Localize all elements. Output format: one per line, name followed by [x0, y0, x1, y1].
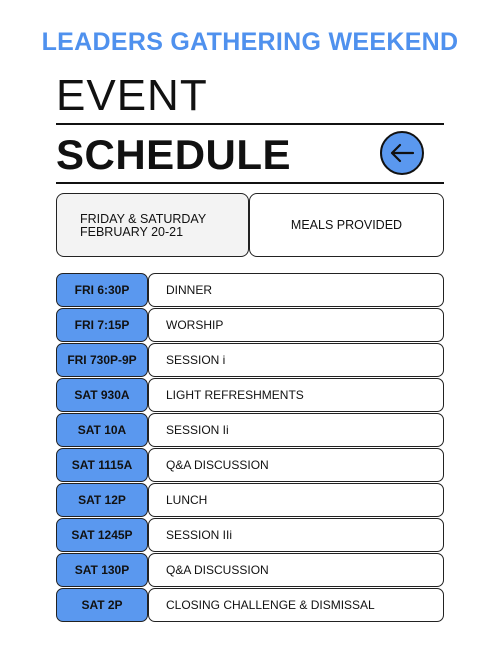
schedule-row	[56, 378, 444, 413]
schedule-event: SESSION IIi	[148, 518, 444, 552]
dates-line-1: FRIDAY & SATURDAY	[80, 212, 207, 226]
schedule-row	[56, 518, 444, 553]
schedule-event: LIGHT REFRESHMENTS	[148, 378, 444, 412]
arrow-left-icon	[388, 141, 416, 165]
schedule-time: FRI 730P-9P	[56, 343, 148, 377]
schedule-event: SESSION i	[148, 343, 444, 377]
schedule-time: SAT 930A	[56, 378, 148, 412]
divider-bottom	[56, 182, 444, 184]
schedule-row	[56, 483, 444, 518]
schedule-event: Q&A DISCUSSION	[148, 448, 444, 482]
schedule-time: SAT 130P	[56, 553, 148, 587]
meals-label: MEALS PROVIDED	[290, 218, 403, 232]
banner-heading: LEADERS GATHERING WEEKEND	[41, 28, 459, 56]
schedule-event: CLOSING CHALLENGE & DISMISSAL	[148, 588, 444, 622]
schedule-list	[56, 273, 444, 623]
schedule-event: LUNCH	[148, 483, 444, 517]
schedule-time: FRI 6:30P	[56, 273, 148, 307]
schedule-event: DINNER	[148, 273, 444, 307]
schedule-time: FRI 7:15P	[56, 308, 148, 342]
schedule-time: SAT 1115A	[56, 448, 148, 482]
schedule-event: WORSHIP	[148, 308, 444, 342]
schedule-event: Q&A DISCUSSION	[148, 553, 444, 587]
meals-box	[249, 193, 444, 257]
title-schedule: SCHEDULE	[56, 131, 292, 178]
schedule-time: SAT 12P	[56, 483, 148, 517]
dates-line-2: FEBRUARY 20-21	[80, 225, 184, 239]
schedule-time: SAT 10A	[56, 413, 148, 447]
title-event: EVENT	[56, 71, 208, 120]
schedule-row	[56, 448, 444, 483]
schedule-event: SESSION Ii	[148, 413, 444, 447]
schedule-row	[56, 308, 444, 343]
schedule-time: SAT 2P	[56, 588, 148, 622]
divider-top	[56, 123, 444, 125]
schedule-row	[56, 588, 444, 623]
schedule-row	[56, 343, 444, 378]
back-button[interactable]	[380, 131, 424, 175]
schedule-row	[56, 553, 444, 588]
schedule-time: SAT 1245P	[56, 518, 148, 552]
dates-box	[56, 193, 249, 257]
schedule-row	[56, 273, 444, 308]
schedule-row	[56, 413, 444, 448]
